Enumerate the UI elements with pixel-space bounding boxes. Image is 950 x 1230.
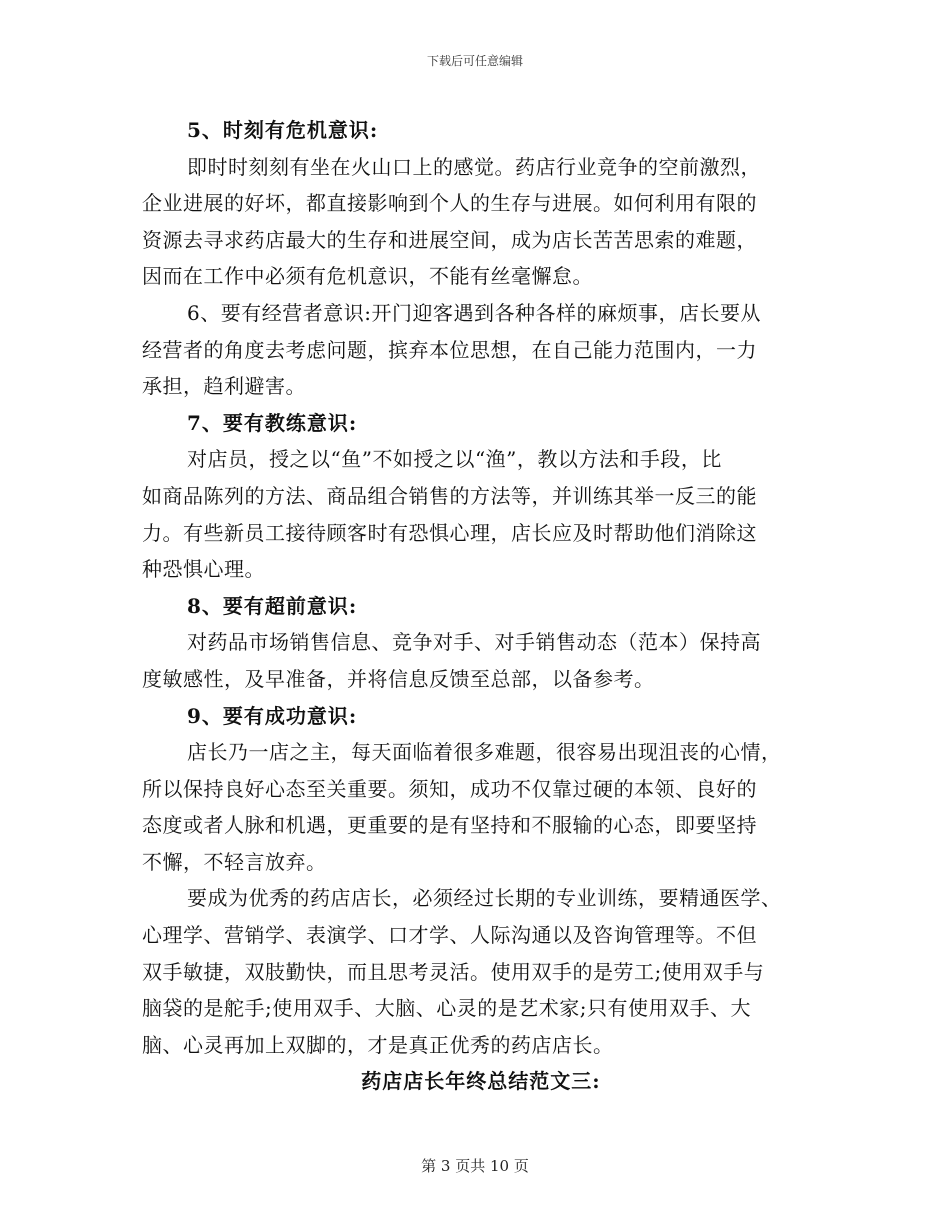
paragraph-line: 力。有些新员工接待顾客时有恐惧心理，店长应及时帮助他们消除这 [142, 520, 757, 545]
paragraph-line: 要成为优秀的药店店长，必须经过长期的专业训练，要精通医学、 [187, 886, 782, 911]
paragraph-line: 即时时刻刻有坐在火山口上的感觉。药店行业竞争的空前激烈， [187, 154, 761, 179]
paragraph-line: 店长乃一店之主，每天面临着很多难题，很容易出现沮丧的心情， [187, 740, 782, 765]
paragraph-line: 如商品陈列的方法、商品组合销售的方法等，并训练其举一反三的能 [142, 483, 757, 508]
paragraph-line: 经营者的角度去考虑问题，摈弃本位思想，在自己能力范围内，一力 [142, 337, 757, 362]
paragraph-line: 种恐惧心理。 [142, 557, 265, 582]
section-heading: 5、时刻有危机意识: [187, 118, 379, 142]
paragraph-line: 因而在工作中必须有危机意识，不能有丝毫懈怠。 [142, 264, 593, 289]
paragraph-line: 企业进展的好坏，都直接影响到个人的生存与进展。如何利用有限的 [142, 191, 757, 216]
paragraph-line: 承担，趋利避害。 [142, 374, 306, 399]
paragraph-line: 对药品市场销售信息、竞争对手、对手销售动态（范本）保持高 [187, 630, 761, 655]
paragraph-line: 6、要有经营者意识:开门迎客遇到各种各样的麻烦事，店长要从 [187, 300, 761, 325]
paragraph-line: 心理学、营销学、表演学、口才学、人际沟通以及咨询管理等。不但 [142, 923, 757, 948]
paragraph-line: 态度或者人脉和机遇，更重要的是有坚持和不服输的心态，即要坚持 [142, 813, 757, 838]
paragraph-line: 资源去寻求药店最大的生存和进展空间，成为店长苦苦思索的难题， [142, 227, 757, 252]
paragraph-line: 脑、心灵再加上双脚的，才是真正优秀的药店店长。 [142, 1032, 614, 1057]
paragraph-line: 双手敏捷，双肢勤快，而且思考灵活。使用双手的是劳工;使用双手与 [142, 959, 765, 984]
paragraph-line: 度敏感性，及早准备，并将信息反馈至总部，以备参考。 [142, 666, 655, 691]
section-title: 药店店长年终总结范文三: [361, 1069, 601, 1094]
paragraph-line: 所以保持良好心态至关重要。须知，成功不仅靠过硬的本领、良好的 [142, 776, 757, 801]
section-heading: 9、要有成功意识: [187, 703, 358, 728]
page-header: 下载后可任意编辑 [426, 54, 523, 68]
paragraph-line: 不懈，不轻言放弃。 [142, 849, 327, 874]
document-body [142, 112, 812, 1100]
page-number: 第 3 页共 10 页 [421, 1157, 529, 1175]
section-heading: 7、要有教练意识: [187, 410, 358, 435]
paragraph-line: 对店员，授之以“鱼”不如授之以“渔”，教以方法和手段，比 [187, 447, 722, 472]
paragraph-line: 脑袋的是舵手;使用双手、大脑、心灵的是艺术家;只有使用双手、大 [142, 996, 751, 1021]
section-heading: 8、要有超前意识: [187, 593, 358, 618]
